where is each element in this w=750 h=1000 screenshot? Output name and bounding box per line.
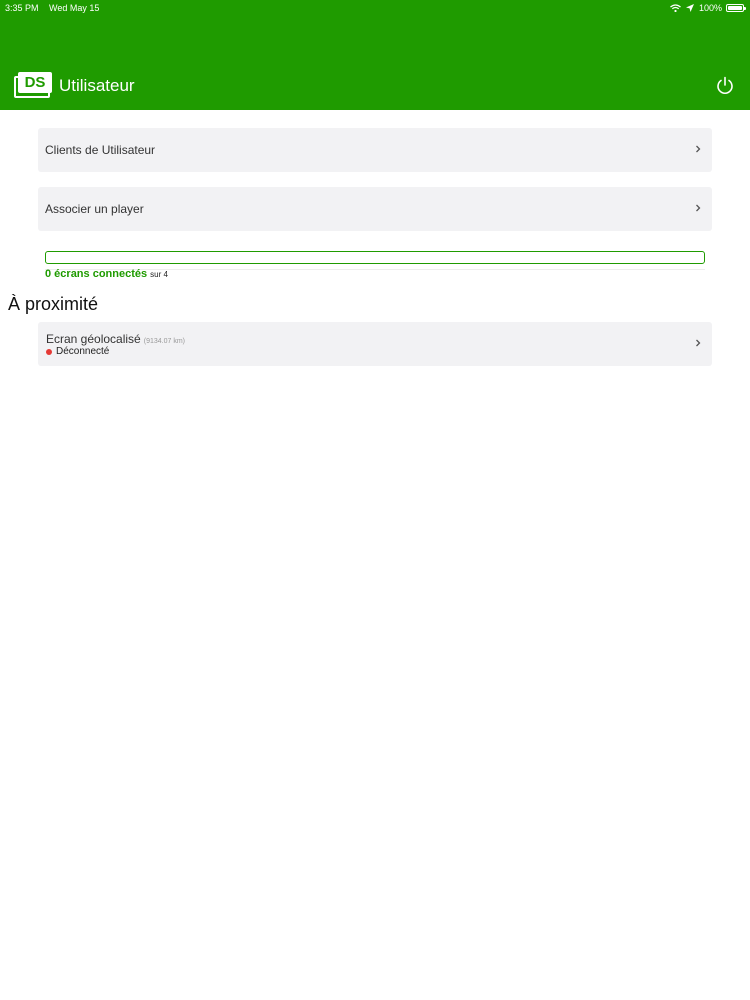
chevron-right-icon [694, 202, 702, 214]
connected-count [45, 268, 168, 280]
battery-percent: 100% [698, 3, 722, 13]
screen-distance: (9134.07 km) [143, 338, 185, 345]
location-arrow-icon [686, 4, 694, 12]
wifi-icon [670, 4, 681, 12]
screen-name: Ecran géolocalisé [46, 332, 141, 346]
nearby-title: À proximité [8, 294, 99, 314]
status-dot-icon [46, 349, 52, 355]
connected-text: 0 écrans connectés [45, 268, 148, 280]
status-bar [0, 0, 750, 16]
associer-player-row[interactable] [38, 187, 712, 231]
logo-text: DS [18, 72, 52, 93]
clients-label: Clients de Utilisateur [45, 143, 156, 157]
status-date: Wed May 15 [49, 3, 100, 13]
screen-status: Déconnecté [56, 346, 110, 357]
battery-icon [726, 4, 744, 12]
power-icon[interactable] [715, 76, 735, 96]
chevron-right-icon [694, 337, 702, 349]
screens-progress-bar [45, 251, 705, 264]
ds-logo [14, 72, 52, 98]
chevron-right-icon [694, 143, 702, 155]
clients-row[interactable] [38, 128, 712, 172]
status-time: 3:35 PM [5, 3, 39, 13]
app-header [0, 0, 750, 110]
nearby-screen-row[interactable] [38, 322, 712, 366]
associer-label: Associer un player [45, 202, 144, 216]
total-text: sur 4 [150, 270, 168, 279]
page-title: Utilisateur [59, 76, 135, 95]
